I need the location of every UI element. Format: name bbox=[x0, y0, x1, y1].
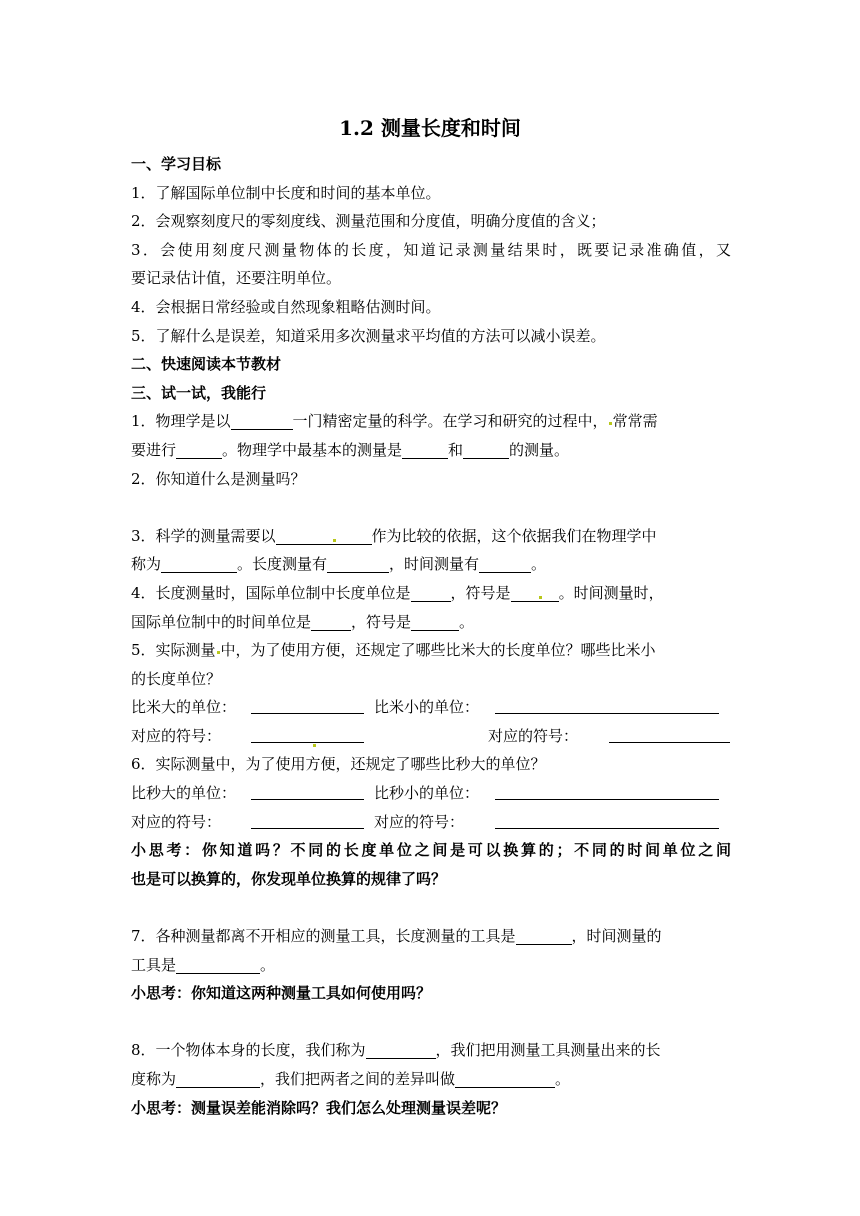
answer-blank[interactable] bbox=[402, 441, 448, 459]
question-8: 8．一个物体本身的长度，我们称为 ，我们把用测量工具测量出来的长 bbox=[131, 1041, 661, 1060]
answer-blank[interactable] bbox=[176, 1070, 260, 1088]
section-heading: 一、学习目标 bbox=[131, 155, 222, 173]
answer-blank[interactable] bbox=[311, 613, 351, 631]
answer-blank[interactable] bbox=[251, 713, 364, 714]
objective-item: 5．了解什么是误差，知道采用多次测量求平均值的方法可以减小误差。 bbox=[131, 326, 606, 345]
q6-unit-row: 比秒大的单位： 比秒小的单位： bbox=[131, 779, 731, 808]
question-2: 2．你知道什么是测量吗？ bbox=[131, 469, 306, 488]
marker-dot bbox=[217, 651, 220, 654]
answer-space[interactable] bbox=[131, 493, 731, 522]
answer-blank[interactable] bbox=[455, 1070, 555, 1088]
answer-blank[interactable] bbox=[495, 828, 719, 829]
section-heading: 二、快速阅读本节教材 bbox=[131, 355, 282, 374]
objective-item: 3．会使用刻度尺测量物体的长度，知道记录测量结果时，既要记录准确值，又 bbox=[131, 240, 731, 259]
q5-symbol-row: 对应的符号： 对应的符号： bbox=[131, 722, 731, 751]
question-7: 7．各种测量都离不开相应的测量工具，长度测量的工具是 ，时间测量的 bbox=[131, 927, 662, 946]
objective-item: 要记录估计值，还要注明单位。 bbox=[131, 269, 342, 288]
answer-blank[interactable] bbox=[231, 412, 293, 430]
question-4-cont: 国际单位制中的时间单位是 ，符号是 。 bbox=[131, 612, 475, 631]
question-6: 6．实际测量中，为了使用方便，还规定了哪些比秒大的单位？ bbox=[131, 755, 546, 774]
answer-blank[interactable] bbox=[251, 742, 364, 743]
question-7-cont: 工具是 。 bbox=[131, 955, 276, 974]
answer-blank[interactable] bbox=[327, 555, 389, 573]
objective-item: 4．会根据日常经验或自然现象粗略估测时间。 bbox=[131, 297, 441, 316]
answer-blank[interactable] bbox=[176, 956, 260, 974]
answer-blank[interactable] bbox=[411, 613, 459, 631]
answer-blank[interactable] bbox=[251, 828, 364, 829]
objective-item: 2．会观察刻度尺的零刻度线、测量范围和分度值，明确分度值的含义； bbox=[131, 212, 606, 231]
answer-blank[interactable] bbox=[251, 799, 364, 800]
answer-blank[interactable] bbox=[161, 555, 237, 573]
answer-blank[interactable] bbox=[479, 555, 531, 573]
page-title: 1.2 测量长度和时间 bbox=[339, 116, 521, 140]
answer-blank[interactable] bbox=[276, 527, 372, 545]
q5-unit-row: 比米大的单位： 比米小的单位： bbox=[131, 693, 731, 722]
answer-space[interactable] bbox=[131, 1008, 731, 1037]
answer-space[interactable] bbox=[131, 893, 731, 922]
question-1-cont: 要进行 。物理学中最基本的测量是 和 的测量。 bbox=[131, 440, 570, 459]
q6-symbol-row: 对应的符号： 对应的符号： bbox=[131, 808, 731, 837]
question-4: 4．长度测量时，国际单位制中长度单位是 ，符号是 。时间测量时， bbox=[131, 583, 664, 602]
question-5: 5．实际测量 中，为了使用方便，还规定了哪些比米大的长度单位？哪些比米小 bbox=[131, 641, 656, 660]
question-3: 3．科学的测量需要以 作为比较的依据，这个依据我们在物理学中 bbox=[131, 526, 657, 545]
answer-blank[interactable] bbox=[463, 441, 509, 459]
question-5-cont: 的长度单位？ bbox=[131, 669, 222, 688]
think-prompt: 小思考：你知道吗？不同的长度单位之间是可以换算的；不同的时间单位之间 bbox=[131, 841, 731, 860]
think-prompt: 小思考：你知道这两种测量工具如何使用吗？ bbox=[131, 984, 432, 1003]
marker-dot bbox=[609, 422, 612, 425]
think-prompt: 也是可以换算的，你发现单位换算的规律了吗？ bbox=[131, 869, 447, 888]
answer-blank[interactable] bbox=[495, 713, 719, 714]
answer-blank[interactable] bbox=[411, 584, 451, 602]
answer-blank[interactable] bbox=[366, 1041, 436, 1059]
objective-item: 1．了解国际单位制中长度和时间的基本单位。 bbox=[131, 183, 441, 202]
answer-blank[interactable] bbox=[495, 799, 719, 800]
section-heading: 三、试一试，我能行 bbox=[131, 383, 267, 402]
marker-dot bbox=[313, 744, 316, 747]
answer-blank[interactable] bbox=[609, 742, 730, 743]
question-1: 1．物理学是以 一门精密定量的科学。在学习和研究的过程中， 常常需 bbox=[131, 412, 658, 431]
answer-blank[interactable] bbox=[516, 927, 572, 945]
question-8-cont: 度称为 ，我们把两者之间的差异叫做 。 bbox=[131, 1070, 571, 1088]
answer-blank[interactable] bbox=[176, 441, 222, 459]
answer-blank[interactable] bbox=[511, 584, 559, 602]
question-3-cont: 称为 。长度测量有 ，时间测量有 。 bbox=[131, 555, 547, 574]
think-prompt: 小思考：测量误差能消除吗？我们怎么处理测量误差呢？ bbox=[131, 1098, 507, 1117]
document-body bbox=[131, 150, 731, 1122]
